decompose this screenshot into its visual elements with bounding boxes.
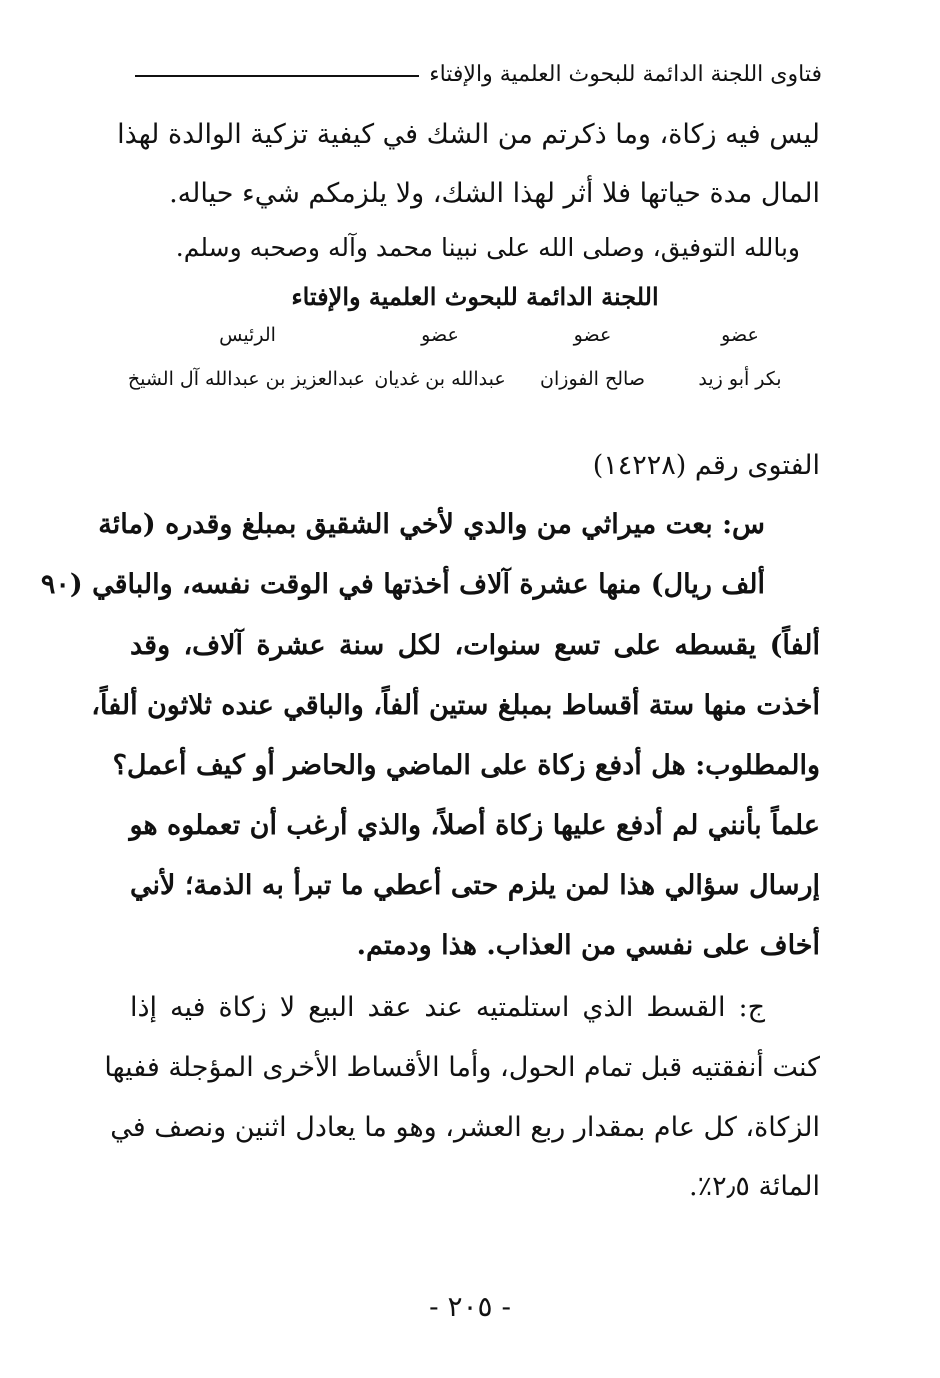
member-name: صالح الفوزان bbox=[540, 368, 645, 390]
committee-title: اللجنة الدائمة للبحوث العلمية والإفتاء bbox=[291, 282, 659, 311]
question-line: والمطلوب: هل أدفع زكاة على الماضي والحاضر أو كيف أعمل؟ bbox=[112, 750, 820, 781]
question-line: إرسال سؤالي هذا لمن يلزم حتى أعطي ما تبرأ به الذمة؛ لأني bbox=[130, 870, 820, 901]
chairman-name: عبدالعزيز بن عبدالله آل الشيخ bbox=[127, 368, 365, 390]
member-name: عبدالله بن غديان bbox=[374, 368, 506, 390]
member-name: بكر أبو زيد bbox=[698, 368, 782, 390]
role-chairman: الرئيس bbox=[219, 324, 276, 346]
question-line: ألفاً) يقسطه على تسع سنوات، لكل سنة عشرة آلاف، وقد bbox=[130, 630, 820, 661]
closing-prayer: وبالله التوفيق، وصلى الله على نبينا محمد وآله وصحبه وسلم. bbox=[175, 233, 800, 262]
fatwa-number: الفتوى رقم (١٤٢٢٨) bbox=[592, 450, 820, 481]
previous-answer-line: المال مدة حياتها فلا أثر لهذا الشك، ولا يلزمكم شيء حياله. bbox=[169, 178, 820, 209]
answer-line: المائة ٢٫٥٪. bbox=[688, 1171, 820, 1202]
signature-names bbox=[127, 364, 810, 394]
header-title: فتاوى اللجنة الدائمة للبحوث العلمية والإفتاء bbox=[429, 61, 822, 87]
answer-line: الزكاة، كل عام بمقدار ربع العشر، وهو ما يعادل اثنين ونصف في bbox=[110, 1112, 820, 1143]
page-header bbox=[135, 54, 822, 94]
header-rule bbox=[135, 75, 419, 77]
answer-line: كنت أنفقتيه قبل تمام الحول، وأما الأقساط الأخرى المؤجلة ففيها bbox=[104, 1052, 820, 1083]
answer-line: ج: القسط الذي استلمتيه عند عقد البيع لا زكاة فيه إذا bbox=[130, 992, 765, 1023]
question-line: علماً بأنني لم أدفع عليها زكاة أصلاً، والذي أرغب أن تعملوه هو bbox=[129, 810, 820, 841]
role-member: عضو bbox=[721, 324, 759, 346]
role-member: عضو bbox=[421, 324, 459, 346]
question-line: أخاف على نفسي من العذاب. هذا ودمتم. bbox=[356, 930, 820, 961]
question-line: أخذت منها ستة أقساط بمبلغ ستين ألفاً، والباقي عنده ثلاثون ألفاً، bbox=[91, 690, 820, 721]
question-line: ألف ريال) منها عشرة آلاف أخذتها في الوقت نفسه، والباقي (٩٠ bbox=[40, 569, 765, 600]
previous-answer-line: ليس فيه زكاة، وما ذكرتم من الشك في كيفية تزكية الوالدة لهذا bbox=[117, 119, 820, 150]
signature-roles bbox=[130, 320, 810, 350]
question-line: س: بعت ميراثي من والدي لأخي الشقيق بمبلغ وقدره (مائة bbox=[98, 509, 765, 540]
page-number: - ٢٠٥ - bbox=[429, 1290, 511, 1323]
role-member: عضو bbox=[573, 324, 612, 346]
